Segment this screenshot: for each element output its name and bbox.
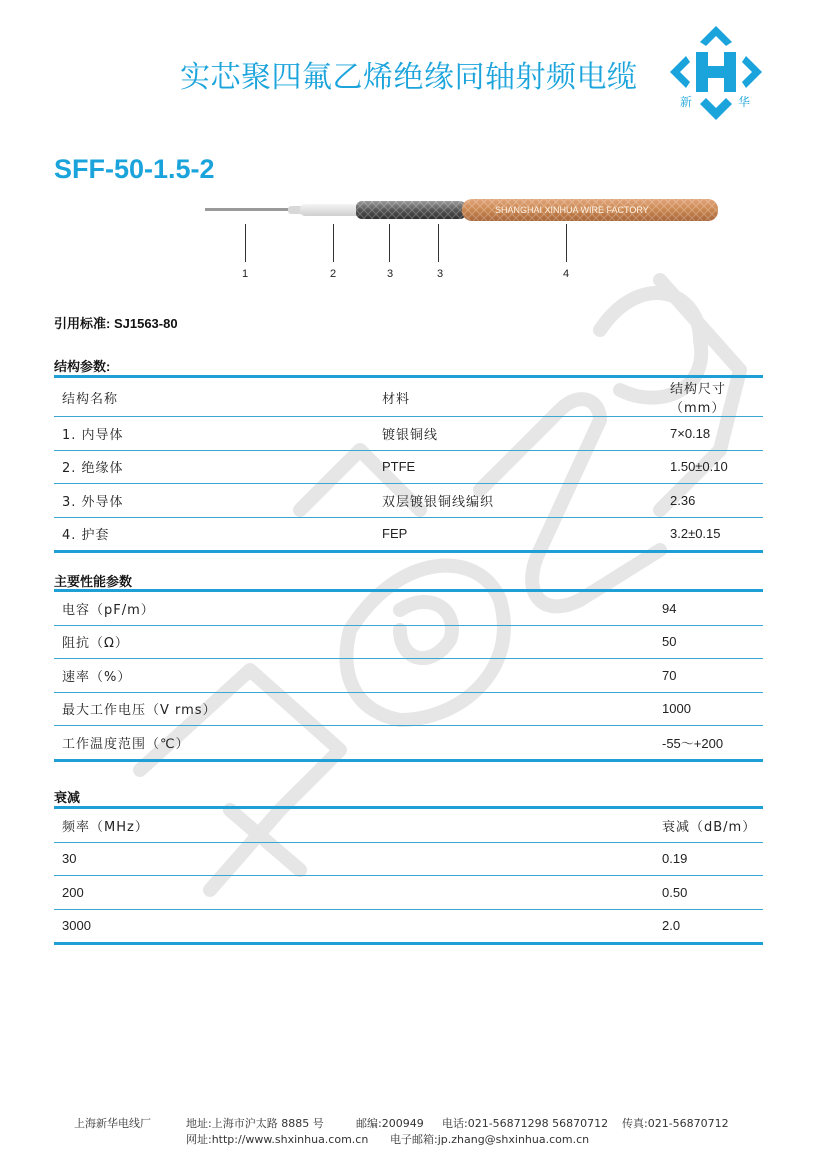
table-row	[54, 726, 763, 761]
structure-size: 3.2±0.15	[662, 517, 763, 552]
parameter-value: 94	[654, 591, 763, 626]
structure-name: 1. 内导体	[54, 417, 374, 451]
callout-line-2	[333, 224, 334, 262]
structure-size: 7×0.18	[662, 417, 763, 451]
parameter-name: 电容（pF/m）	[54, 591, 654, 626]
column-header: 衰减（dB/m）	[654, 808, 763, 843]
parameter-value: 50	[654, 625, 763, 659]
table-row	[54, 842, 763, 876]
table-row	[54, 417, 763, 451]
table-row	[54, 591, 763, 626]
column-header: 结构尺寸（mm）	[662, 377, 763, 417]
parameter-value: -55～+200	[654, 726, 763, 761]
callout-number: 1	[241, 268, 249, 280]
footer-company: 上海新华电线厂	[74, 1117, 151, 1130]
standard-label: 引用标准:	[54, 316, 111, 331]
callout-number: 3	[436, 268, 444, 280]
structure-table	[54, 375, 763, 553]
parameter-name: 工作温度范围（℃）	[54, 726, 654, 761]
cable-illustration	[200, 198, 720, 222]
company-logo	[666, 22, 766, 122]
attenuation-value: 2.0	[654, 909, 763, 944]
attenuation-value: 0.19	[654, 842, 763, 876]
performance-heading: 主要性能参数	[54, 574, 133, 589]
table-row	[54, 517, 763, 552]
callout-number: 3	[386, 268, 394, 280]
parameter-value: 70	[654, 659, 763, 693]
column-header: 结构名称	[54, 377, 374, 417]
table-row	[54, 625, 763, 659]
callout-line-3b	[438, 224, 439, 262]
attenuation-heading: 衰减	[54, 790, 81, 805]
footer-website[interactable]: 网址:http://www.shxinhua.com.cn	[186, 1133, 369, 1146]
table-row	[54, 909, 763, 944]
callout-line-1	[245, 224, 246, 262]
structure-size: 1.50±0.10	[662, 450, 763, 484]
footer-fax: 传真:021-56870712	[622, 1117, 729, 1130]
document-title: 实芯聚四氟乙烯绝缘同轴射频电缆	[180, 60, 638, 95]
table-row	[54, 876, 763, 910]
structure-name: 2. 绝缘体	[54, 450, 374, 484]
frequency-value: 3000	[54, 909, 654, 944]
structure-name: 3. 外导体	[54, 484, 374, 518]
standard-value: SJ1563-80	[113, 316, 178, 331]
callout-line-3a	[389, 224, 390, 262]
table-row	[54, 692, 763, 726]
parameter-name: 阻抗（Ω）	[54, 625, 654, 659]
attenuation-value: 0.50	[654, 876, 763, 910]
callout-number: 2	[329, 268, 337, 280]
performance-table	[54, 589, 763, 762]
table-row	[54, 450, 763, 484]
parameter-name: 最大工作电压（V rms）	[54, 692, 654, 726]
table-header-row	[54, 808, 763, 843]
structure-material: FEP	[374, 517, 662, 552]
footer-address: 地址:上海市沪太路 8885 号	[186, 1117, 324, 1130]
parameter-value: 1000	[654, 692, 763, 726]
table-row	[54, 659, 763, 693]
cable-print-text: SHANGHAI XINHUA WIRE FACTORY	[495, 205, 649, 215]
table-row	[54, 484, 763, 518]
structure-material: 双层镀银铜线编织	[374, 484, 662, 518]
reference-standard	[54, 313, 178, 332]
attenuation-table	[54, 806, 763, 945]
product-model: SFF-50-1.5-2	[54, 154, 215, 184]
structure-name: 4. 护套	[54, 517, 374, 552]
logo-char-left: 新	[680, 95, 693, 109]
structure-material: PTFE	[374, 450, 662, 484]
footer-postcode: 邮编:200949	[356, 1117, 424, 1130]
structure-size: 2.36	[662, 484, 763, 518]
logo-char-right: 华	[738, 95, 751, 109]
callout-number: 4	[562, 268, 570, 280]
frequency-value: 30	[54, 842, 654, 876]
frequency-value: 200	[54, 876, 654, 910]
parameter-name: 速率（%）	[54, 659, 654, 693]
column-header: 频率（MHz）	[54, 808, 654, 843]
footer-phone: 电话:021-56871298 56870712	[442, 1117, 609, 1130]
footer-email[interactable]: 电子邮箱:jp.zhang@shxinhua.com.cn	[390, 1133, 590, 1146]
table-header-row	[54, 377, 763, 417]
structure-material: 镀银铜线	[374, 417, 662, 451]
structure-heading: 结构参数:	[54, 359, 111, 374]
column-header: 材料	[374, 377, 662, 417]
callout-line-4	[566, 224, 567, 262]
